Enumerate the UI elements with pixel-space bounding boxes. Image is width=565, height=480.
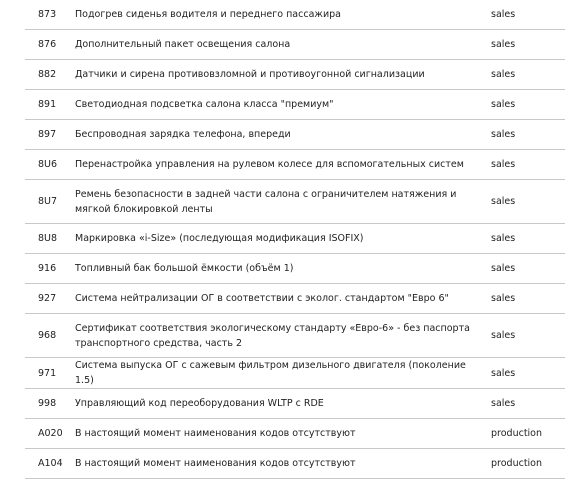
option-type: sales (491, 293, 516, 304)
option-code: 998 (38, 398, 57, 409)
table-row (25, 30, 565, 60)
option-code: A020 (38, 428, 63, 439)
option-code: 971 (38, 367, 57, 379)
option-type: production (491, 428, 543, 439)
option-code: 916 (38, 263, 57, 274)
table-row (25, 120, 565, 150)
option-type: sales (491, 9, 516, 20)
option-description: Топливный бак большой ёмкости (объём 1) (75, 263, 294, 274)
option-description: Маркировка «i-Size» (последующая модификация ISOFIX) (75, 233, 364, 244)
option-code: 927 (38, 293, 57, 304)
option-code: 968 (38, 330, 57, 341)
option-description: Управляющий код переоборудования WLTP с RDE (75, 398, 324, 409)
table-row (25, 150, 565, 180)
option-description: Светодиодная подсветка салона класса "премиум" (75, 99, 334, 110)
table-row (25, 90, 565, 120)
option-code: 8U8 (38, 233, 58, 244)
option-type: sales (491, 129, 516, 140)
option-description: В настоящий момент наименования кодов отсутствуют (75, 458, 356, 469)
option-type: sales (491, 367, 516, 379)
option-description: В настоящий момент наименования кодов отсутствуют (75, 428, 356, 439)
option-type: sales (491, 398, 516, 409)
option-type: sales (491, 196, 516, 207)
table-row (25, 314, 565, 358)
option-type: sales (491, 39, 516, 50)
option-type: sales (491, 69, 516, 80)
option-code: A104 (38, 458, 63, 469)
table-row (25, 254, 565, 284)
option-description: Дополнительный пакет освещения салона (75, 39, 291, 50)
option-code: 873 (38, 9, 57, 20)
option-code: 882 (38, 69, 57, 80)
option-code: 876 (38, 39, 57, 50)
options-table (25, 0, 565, 479)
table-row (25, 60, 565, 90)
option-type: sales (491, 99, 516, 110)
option-type: sales (491, 159, 516, 170)
option-description: Перенастройка управления на рулевом колесе для вспомогательных систем (75, 159, 464, 170)
option-description: Ремень безопасности в задней части салона с ограничителем натяжения и мягкой блокировкой ленты (75, 188, 457, 215)
option-description: Система нейтрализации ОГ в соответствии с эколог. стандартом "Евро 6" (75, 293, 449, 304)
table-row (25, 180, 565, 224)
table-row (25, 224, 565, 254)
table-row (25, 419, 565, 449)
options-table-body (25, 0, 565, 479)
option-description: Система выпуска ОГ с сажевым фильтром дизельного двигателя (поколение 1.5) (75, 360, 466, 386)
table-row (25, 389, 565, 419)
option-type: sales (491, 330, 516, 341)
option-type: production (491, 458, 543, 469)
table-row (25, 0, 565, 30)
options-table-container (25, 0, 565, 479)
option-description: Подогрев сиденья водителя и переднего пассажира (75, 9, 341, 20)
table-row (25, 449, 565, 479)
table-row (25, 358, 565, 389)
option-code: 897 (38, 129, 57, 140)
table-row (25, 284, 565, 314)
option-code: 8U7 (38, 196, 58, 207)
option-description: Беспроводная зарядка телефона, впереди (75, 129, 291, 140)
option-description: Датчики и сирена противовзломной и противоугонной сигнализации (75, 69, 425, 80)
option-code: 8U6 (38, 159, 58, 170)
option-type: sales (491, 263, 516, 274)
option-code: 891 (38, 99, 57, 110)
option-type: sales (491, 233, 516, 244)
option-description: Сертификат соответствия экологическому стандарту «Евро-6» - без паспорта транспортного средства, часть 2 (75, 322, 470, 349)
